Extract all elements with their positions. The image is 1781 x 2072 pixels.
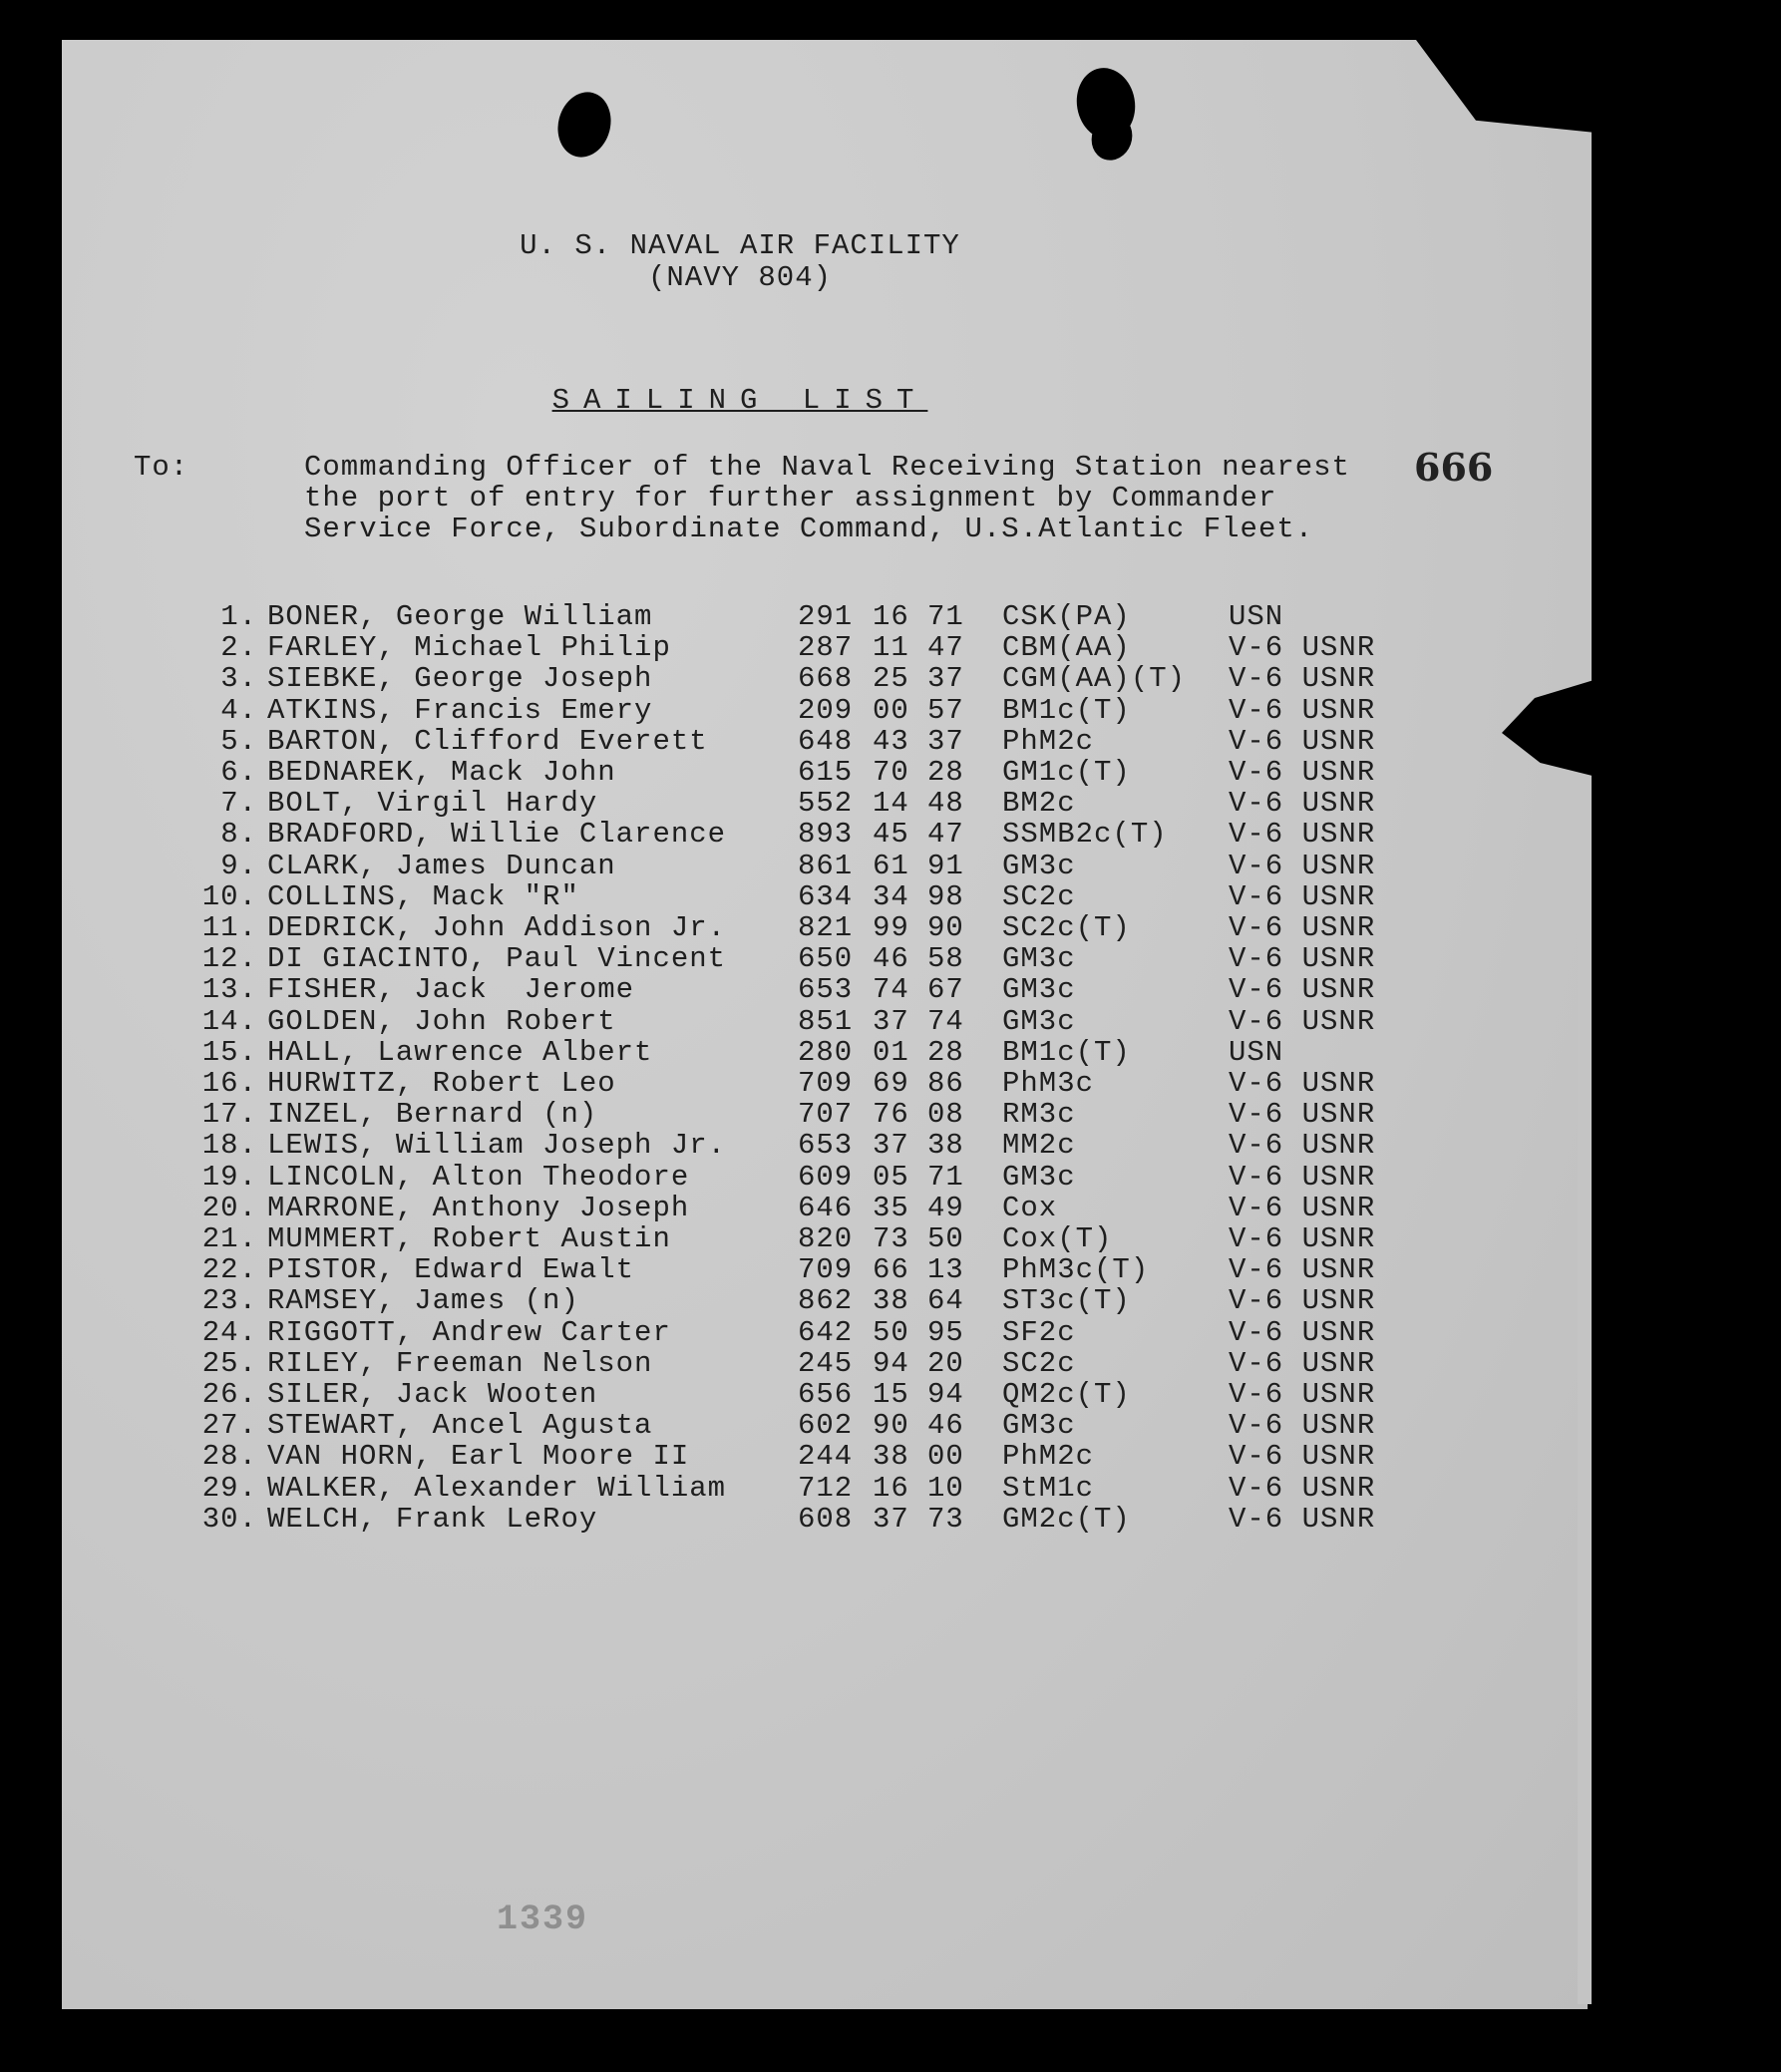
service-class: V-6 USNR bbox=[1229, 1129, 1376, 1163]
rating: CSK(PA) bbox=[1002, 600, 1131, 633]
rating: StM1c bbox=[1002, 1471, 1095, 1505]
sailor-name: RAMSEY, James (n) bbox=[267, 1284, 579, 1318]
entry-number: 5. bbox=[220, 724, 257, 758]
rating: SSMB2c(T) bbox=[1002, 818, 1168, 852]
service-number-part: 48 bbox=[927, 787, 964, 821]
sailor-name: DI GIACINTO, Paul Vincent bbox=[267, 942, 727, 976]
facility-name: U. S. NAVAL AIR FACILITY bbox=[520, 229, 960, 262]
service-number-part: 58 bbox=[927, 942, 964, 976]
sailor-name: MUMMERT, Robert Austin bbox=[267, 1222, 671, 1255]
service-class: V-6 USNR bbox=[1229, 1440, 1376, 1474]
service-class: USN bbox=[1229, 1035, 1284, 1069]
to-label: To: bbox=[134, 451, 189, 484]
sailor-name: LINCOLN, Alton Theodore bbox=[267, 1160, 690, 1194]
rating: CGM(AA)(T) bbox=[1002, 662, 1187, 696]
entry-number: 1. bbox=[220, 600, 257, 633]
service-number-part: 37 bbox=[873, 1129, 909, 1163]
service-number-part: 64 bbox=[927, 1284, 964, 1318]
entry-number: 19. bbox=[201, 1160, 257, 1194]
service-number-part: 244 bbox=[798, 1440, 854, 1474]
service-class: V-6 USNR bbox=[1229, 1315, 1376, 1349]
rating: SC2c bbox=[1002, 1346, 1076, 1380]
rating: QM2c(T) bbox=[1002, 1378, 1131, 1411]
sailor-name: ATKINS, Francis Emery bbox=[267, 693, 653, 727]
sailor-name: SIEBKE, George Joseph bbox=[267, 662, 653, 696]
service-number-part: 95 bbox=[927, 1315, 964, 1349]
service-class: V-6 USNR bbox=[1229, 1067, 1376, 1100]
service-class: V-6 USNR bbox=[1229, 631, 1376, 665]
sailor-name: RIGGOTT, Andrew Carter bbox=[267, 1315, 671, 1349]
service-number-part: 74 bbox=[927, 1004, 964, 1038]
rating: GM3c bbox=[1002, 1160, 1076, 1194]
rating: MM2c bbox=[1002, 1129, 1076, 1163]
service-number-part: 280 bbox=[798, 1035, 854, 1069]
service-number-part: 28 bbox=[927, 756, 964, 789]
facility-code: (NAVY 804) bbox=[647, 261, 833, 294]
service-number-part: 37 bbox=[873, 1004, 909, 1038]
service-number-part: 28 bbox=[927, 1035, 964, 1069]
sailor-name: WELCH, Frank LeRoy bbox=[267, 1502, 598, 1536]
service-number-part: 73 bbox=[927, 1502, 964, 1536]
entry-number: 14. bbox=[201, 1004, 257, 1038]
sailor-name: SILER, Jack Wooten bbox=[267, 1378, 598, 1411]
service-number-part: 71 bbox=[927, 600, 964, 633]
service-number-part: 20 bbox=[927, 1346, 964, 1380]
service-class: V-6 USNR bbox=[1229, 787, 1376, 821]
service-number-part: 602 bbox=[798, 1409, 854, 1443]
service-number-part: 76 bbox=[873, 1098, 909, 1132]
service-class: V-6 USNR bbox=[1229, 849, 1376, 882]
sailor-name: BEDNAREK, Mack John bbox=[267, 756, 616, 789]
service-number-part: 13 bbox=[927, 1253, 964, 1287]
service-number-part: 01 bbox=[873, 1035, 909, 1069]
service-number-part: 707 bbox=[798, 1098, 854, 1132]
service-number-part: 653 bbox=[798, 973, 854, 1007]
service-class: V-6 USNR bbox=[1229, 1502, 1376, 1536]
service-number-part: 37 bbox=[927, 724, 964, 758]
service-number-part: 99 bbox=[873, 911, 909, 944]
rating: GM3c bbox=[1002, 1004, 1076, 1038]
service-number-part: 90 bbox=[927, 911, 964, 944]
rating: SC2c bbox=[1002, 879, 1076, 913]
service-number-part: 14 bbox=[873, 787, 909, 821]
service-number-part: 209 bbox=[798, 693, 854, 727]
rating: GM3c bbox=[1002, 849, 1076, 882]
service-number-part: 245 bbox=[798, 1346, 854, 1380]
sailor-name: RILEY, Freeman Nelson bbox=[267, 1346, 653, 1380]
service-number-part: 15 bbox=[873, 1378, 909, 1411]
entry-number: 10. bbox=[201, 879, 257, 913]
service-class: V-6 USNR bbox=[1229, 1284, 1376, 1318]
entry-number: 7. bbox=[220, 787, 257, 821]
rating: PhM3c(T) bbox=[1002, 1253, 1150, 1287]
service-number-part: 67 bbox=[927, 973, 964, 1007]
sailor-name: BARTON, Clifford Everett bbox=[267, 724, 708, 758]
entry-number: 3. bbox=[220, 662, 257, 696]
service-number-part: 709 bbox=[798, 1253, 854, 1287]
service-number-part: 287 bbox=[798, 631, 854, 665]
service-number-part: 43 bbox=[873, 724, 909, 758]
service-number-part: 38 bbox=[873, 1284, 909, 1318]
rating: Cox(T) bbox=[1002, 1222, 1113, 1255]
entry-number: 4. bbox=[220, 693, 257, 727]
service-number-part: 73 bbox=[873, 1222, 909, 1255]
service-number-part: 712 bbox=[798, 1471, 854, 1505]
service-class: V-6 USNR bbox=[1229, 1098, 1376, 1132]
service-number-part: 615 bbox=[798, 756, 854, 789]
service-number-part: 90 bbox=[873, 1409, 909, 1443]
service-class: V-6 USNR bbox=[1229, 756, 1376, 789]
service-number-part: 862 bbox=[798, 1284, 854, 1318]
rating: BM1c(T) bbox=[1002, 693, 1131, 727]
sailor-name: HURWITZ, Robert Leo bbox=[267, 1067, 616, 1100]
service-number-part: 709 bbox=[798, 1067, 854, 1100]
rating: CBM(AA) bbox=[1002, 631, 1131, 665]
service-number-part: 50 bbox=[927, 1222, 964, 1255]
service-number-part: 11 bbox=[873, 631, 909, 665]
rating: SF2c bbox=[1002, 1315, 1076, 1349]
service-number-part: 608 bbox=[798, 1502, 854, 1536]
service-class: V-6 USNR bbox=[1229, 818, 1376, 852]
service-number-part: 893 bbox=[798, 818, 854, 852]
service-class: V-6 USNR bbox=[1229, 1191, 1376, 1224]
entry-number: 11. bbox=[201, 911, 257, 944]
service-number-part: 94 bbox=[873, 1346, 909, 1380]
addressee-line-1: Commanding Officer of the Naval Receiving Station nearest bbox=[304, 451, 1350, 484]
service-number-part: 25 bbox=[873, 662, 909, 696]
service-number-part: 861 bbox=[798, 849, 854, 882]
rating: GM3c bbox=[1002, 942, 1076, 976]
sailor-name: FISHER, Jack Jerome bbox=[267, 973, 635, 1007]
entry-number: 27. bbox=[201, 1409, 257, 1443]
service-number-part: 37 bbox=[873, 1502, 909, 1536]
addressee-line-3: Service Force, Subordinate Command, U.S.Atlantic Fleet. bbox=[304, 513, 1314, 545]
service-number-part: 656 bbox=[798, 1378, 854, 1411]
service-number-part: 57 bbox=[927, 693, 964, 727]
entry-number: 13. bbox=[201, 973, 257, 1007]
service-number-part: 16 bbox=[873, 600, 909, 633]
service-number-part: 821 bbox=[798, 911, 854, 944]
torn-edge bbox=[1578, 130, 1592, 2004]
addressee-line-2: the port of entry for further assignment by Commander bbox=[304, 482, 1277, 515]
service-number-part: 35 bbox=[873, 1191, 909, 1224]
service-number-part: 646 bbox=[798, 1191, 854, 1224]
service-number-part: 00 bbox=[927, 1440, 964, 1474]
rating: GM3c bbox=[1002, 1409, 1076, 1443]
service-number-part: 634 bbox=[798, 879, 854, 913]
rating: SC2c(T) bbox=[1002, 911, 1131, 944]
service-number-part: 05 bbox=[873, 1160, 909, 1194]
entry-number: 23. bbox=[201, 1284, 257, 1318]
service-class: V-6 USNR bbox=[1229, 1409, 1376, 1443]
sailor-name: MARRONE, Anthony Joseph bbox=[267, 1191, 690, 1224]
service-number-part: 34 bbox=[873, 879, 909, 913]
service-class: V-6 USNR bbox=[1229, 1253, 1376, 1287]
service-number-part: 648 bbox=[798, 724, 854, 758]
service-number-part: 653 bbox=[798, 1129, 854, 1163]
service-class: V-6 USNR bbox=[1229, 1004, 1376, 1038]
service-number-part: 61 bbox=[873, 849, 909, 882]
service-number-part: 851 bbox=[798, 1004, 854, 1038]
rating: ST3c(T) bbox=[1002, 1284, 1131, 1318]
rating: PhM2c bbox=[1002, 1440, 1095, 1474]
sailor-name: PISTOR, Edward Ewalt bbox=[267, 1253, 635, 1287]
service-number-part: 291 bbox=[798, 600, 854, 633]
rating: RM3c bbox=[1002, 1098, 1076, 1132]
sailor-name: HALL, Lawrence Albert bbox=[267, 1035, 653, 1069]
rating: PhM3c bbox=[1002, 1067, 1095, 1100]
service-class: V-6 USNR bbox=[1229, 693, 1376, 727]
sailor-name: VAN HORN, Earl Moore II bbox=[267, 1440, 690, 1474]
service-number-part: 642 bbox=[798, 1315, 854, 1349]
document-title: SAILING LIST bbox=[551, 384, 928, 417]
rating: PhM2c bbox=[1002, 724, 1095, 758]
entry-number: 6. bbox=[220, 756, 257, 789]
sailor-name: STEWART, Ancel Agusta bbox=[267, 1409, 653, 1443]
service-number-part: 609 bbox=[798, 1160, 854, 1194]
entry-number: 8. bbox=[220, 818, 257, 852]
entry-number: 21. bbox=[201, 1222, 257, 1255]
sailor-name: FARLEY, Michael Philip bbox=[267, 631, 671, 665]
service-number-part: 71 bbox=[927, 1160, 964, 1194]
service-number-part: 98 bbox=[927, 879, 964, 913]
entry-number: 29. bbox=[201, 1471, 257, 1505]
sailor-name: BRADFORD, Willie Clarence bbox=[267, 818, 727, 852]
entry-number: 20. bbox=[201, 1191, 257, 1224]
service-number-part: 94 bbox=[927, 1378, 964, 1411]
sailor-name: INZEL, Bernard (n) bbox=[267, 1098, 598, 1132]
service-class: V-6 USNR bbox=[1229, 879, 1376, 913]
sailor-name: BONER, George William bbox=[267, 600, 653, 633]
service-number-part: 66 bbox=[873, 1253, 909, 1287]
entry-number: 18. bbox=[201, 1129, 257, 1163]
service-class: V-6 USNR bbox=[1229, 662, 1376, 696]
service-class: V-6 USNR bbox=[1229, 1346, 1376, 1380]
service-number-part: 00 bbox=[873, 693, 909, 727]
rating: GM2c(T) bbox=[1002, 1502, 1131, 1536]
entry-number: 28. bbox=[201, 1440, 257, 1474]
service-number-part: 650 bbox=[798, 942, 854, 976]
service-class: V-6 USNR bbox=[1229, 1160, 1376, 1194]
entry-number: 30. bbox=[201, 1502, 257, 1536]
sailor-name: LEWIS, William Joseph Jr. bbox=[267, 1129, 727, 1163]
entry-number: 22. bbox=[201, 1253, 257, 1287]
sailor-name: WALKER, Alexander William bbox=[267, 1471, 727, 1505]
sailor-name: COLLINS, Mack "R" bbox=[267, 879, 579, 913]
document-number: 666 bbox=[1414, 445, 1494, 490]
service-number-part: 74 bbox=[873, 973, 909, 1007]
service-class: V-6 USNR bbox=[1229, 724, 1376, 758]
entry-number: 16. bbox=[201, 1067, 257, 1100]
service-number-part: 16 bbox=[873, 1471, 909, 1505]
service-number-part: 69 bbox=[873, 1067, 909, 1100]
service-number-part: 86 bbox=[927, 1067, 964, 1100]
service-class: V-6 USNR bbox=[1229, 973, 1376, 1007]
rating: BM1c(T) bbox=[1002, 1035, 1131, 1069]
entry-number: 17. bbox=[201, 1098, 257, 1132]
service-number-part: 37 bbox=[927, 662, 964, 696]
service-number-part: 668 bbox=[798, 662, 854, 696]
service-number-part: 70 bbox=[873, 756, 909, 789]
entry-number: 15. bbox=[201, 1035, 257, 1069]
service-class: V-6 USNR bbox=[1229, 942, 1376, 976]
service-number-part: 46 bbox=[873, 942, 909, 976]
page-number: 1339 bbox=[497, 1899, 589, 1939]
rating: BM2c bbox=[1002, 787, 1076, 821]
service-number-part: 49 bbox=[927, 1191, 964, 1224]
entry-number: 2. bbox=[220, 631, 257, 665]
sailor-name: CLARK, James Duncan bbox=[267, 849, 616, 882]
service-number-part: 46 bbox=[927, 1409, 964, 1443]
service-number-part: 47 bbox=[927, 631, 964, 665]
rating: GM1c(T) bbox=[1002, 756, 1131, 789]
service-class: USN bbox=[1229, 600, 1284, 633]
entry-number: 25. bbox=[201, 1346, 257, 1380]
service-number-part: 10 bbox=[927, 1471, 964, 1505]
entry-number: 26. bbox=[201, 1378, 257, 1411]
service-number-part: 820 bbox=[798, 1222, 854, 1255]
service-number-part: 552 bbox=[798, 787, 854, 821]
service-number-part: 47 bbox=[927, 818, 964, 852]
service-class: V-6 USNR bbox=[1229, 1378, 1376, 1411]
service-number-part: 38 bbox=[927, 1129, 964, 1163]
service-class: V-6 USNR bbox=[1229, 1471, 1376, 1505]
service-class: V-6 USNR bbox=[1229, 911, 1376, 944]
service-number-part: 50 bbox=[873, 1315, 909, 1349]
entry-number: 12. bbox=[201, 942, 257, 976]
service-number-part: 45 bbox=[873, 818, 909, 852]
service-number-part: 91 bbox=[927, 849, 964, 882]
sailor-name: GOLDEN, John Robert bbox=[267, 1004, 616, 1038]
service-number-part: 08 bbox=[927, 1098, 964, 1132]
sailor-name: BOLT, Virgil Hardy bbox=[267, 787, 598, 821]
entry-number: 24. bbox=[201, 1315, 257, 1349]
sailor-name: DEDRICK, John Addison Jr. bbox=[267, 911, 727, 944]
rating: GM3c bbox=[1002, 973, 1076, 1007]
service-number-part: 38 bbox=[873, 1440, 909, 1474]
rating: Cox bbox=[1002, 1191, 1058, 1224]
service-class: V-6 USNR bbox=[1229, 1222, 1376, 1255]
entry-number: 9. bbox=[220, 849, 257, 882]
